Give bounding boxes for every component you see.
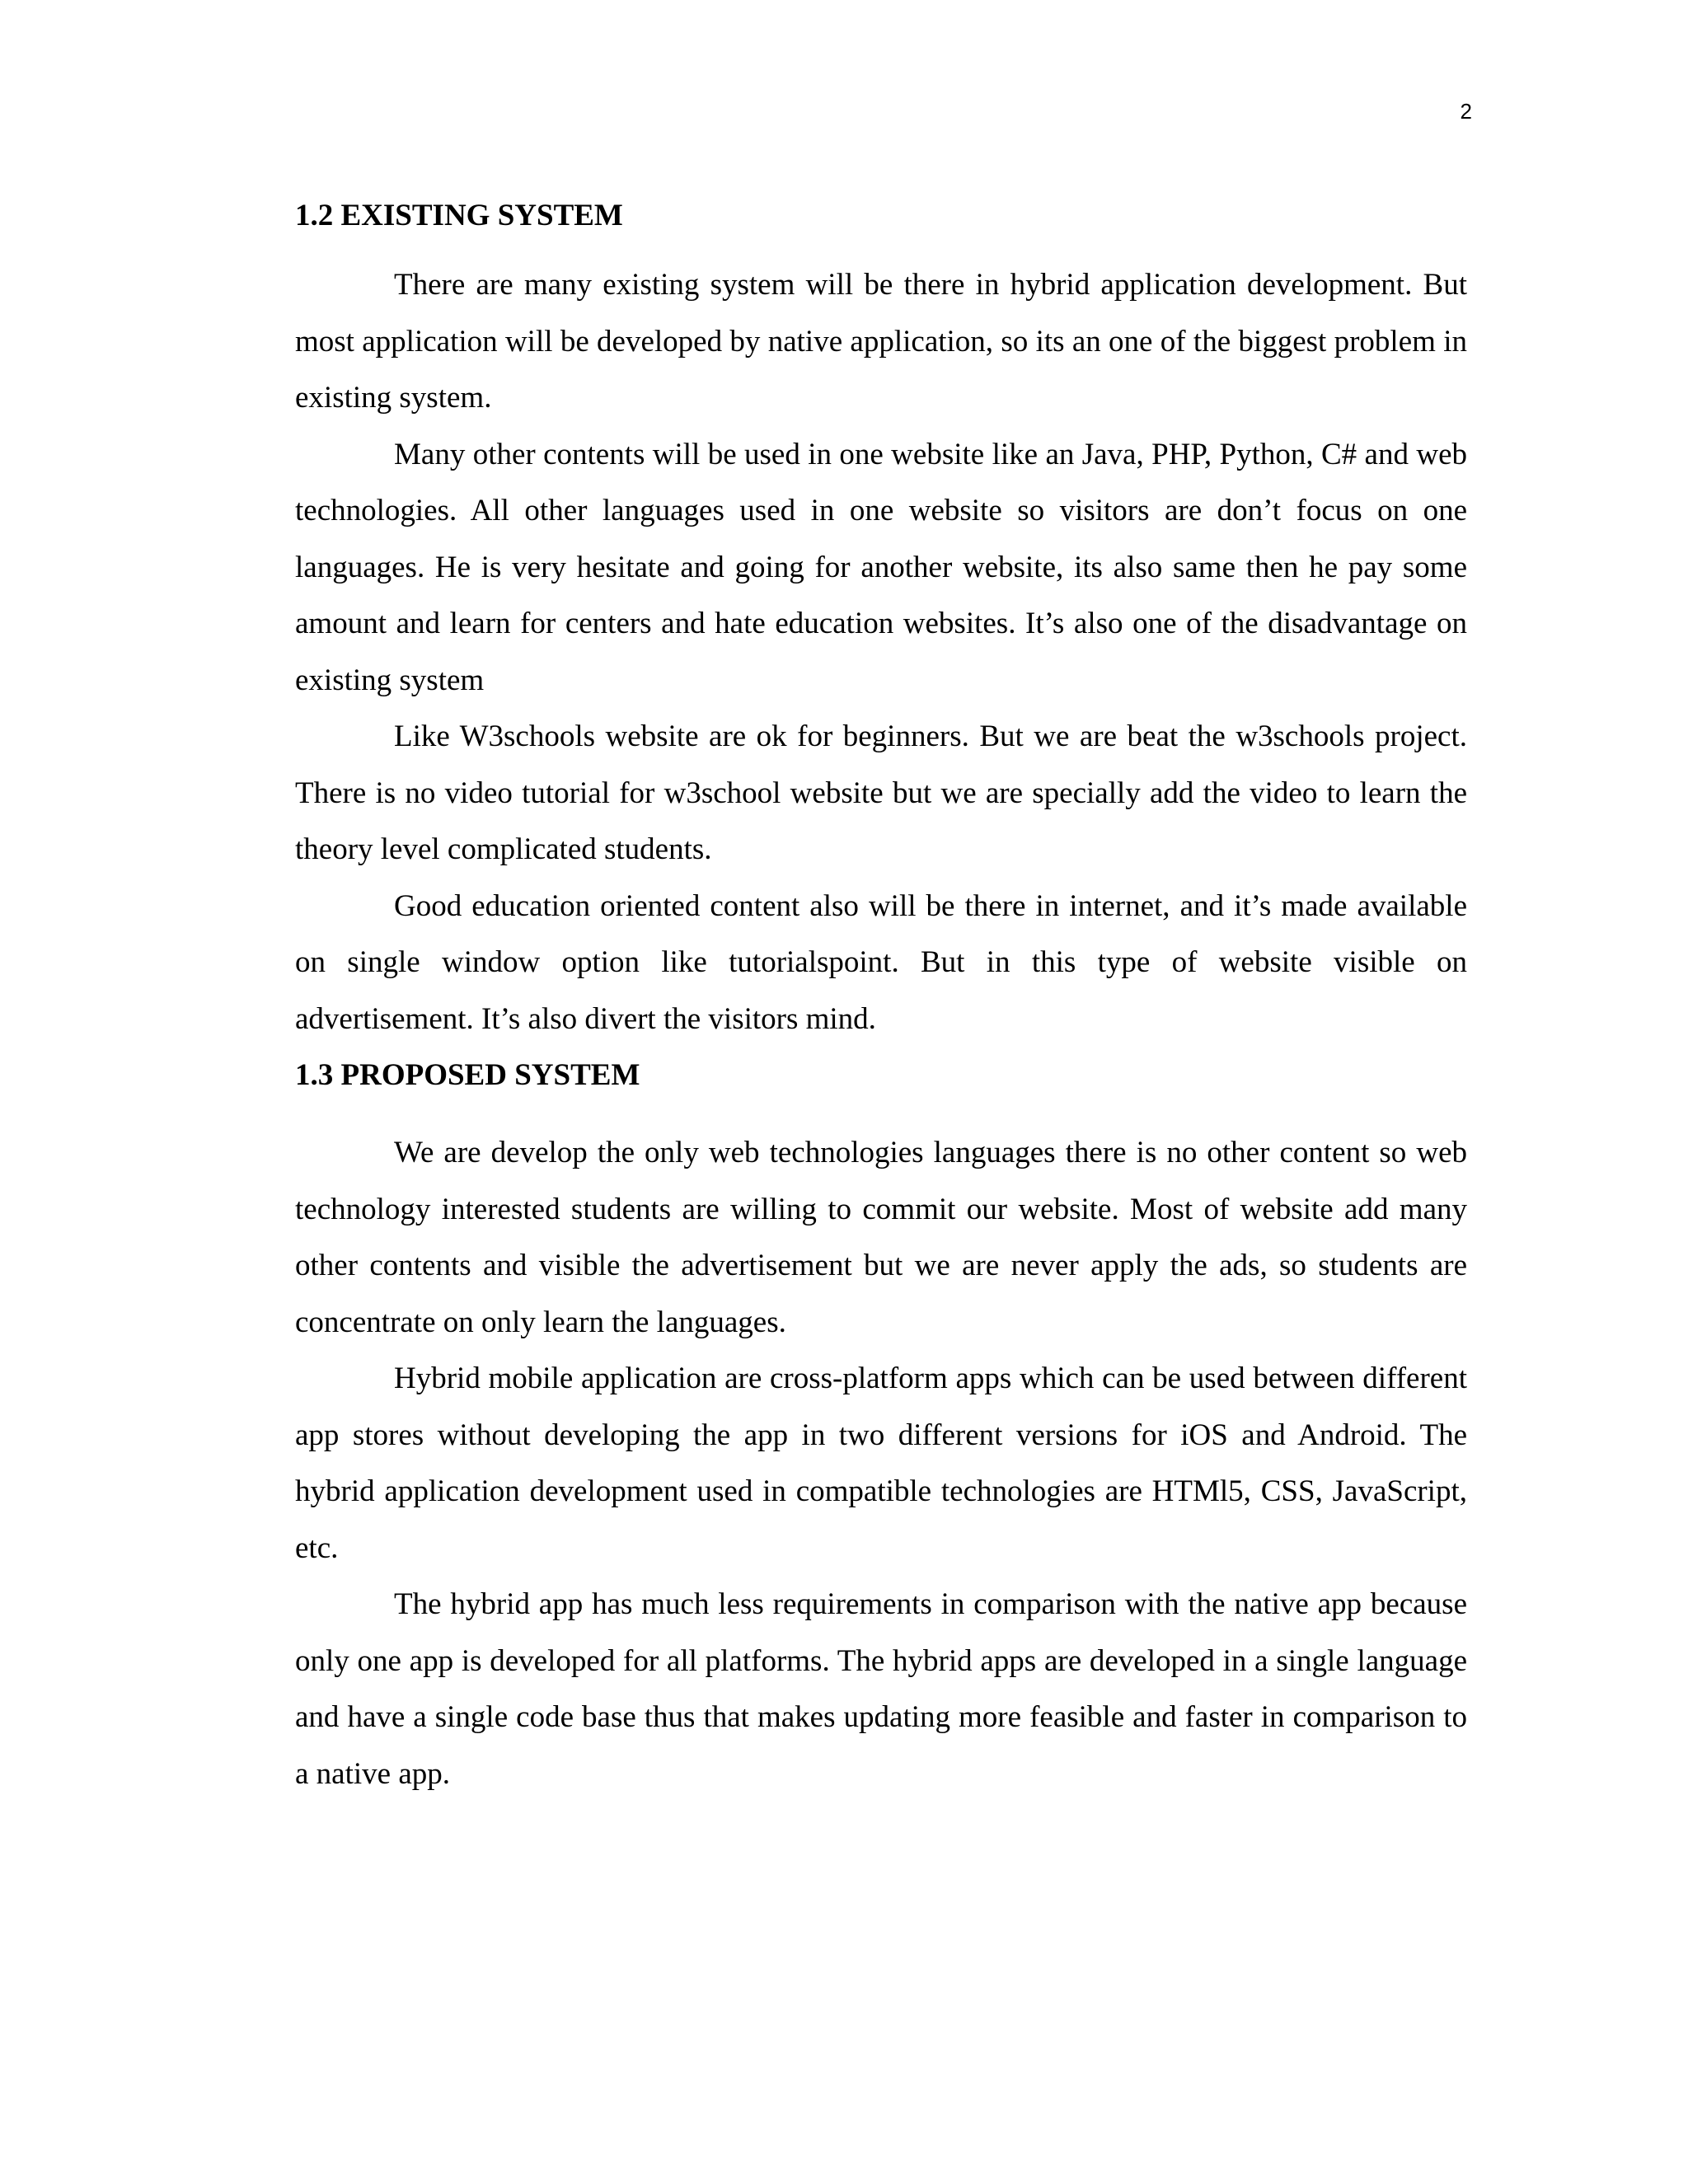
spacer: [295, 244, 1467, 257]
section-heading-existing-system: 1.2 EXISTING SYSTEM: [295, 199, 623, 232]
paragraph-proposed-2: Hybrid mobile application are cross-platform apps which can be used between different app stores without developing the app in two different versions for iOS and Android. The hybrid application development used in compatible technologies are HTMl5, CSS, JavaScript, etc.: [295, 1361, 1467, 1565]
paragraph-proposed-1: We are develop the only web technologies languages there is no other content so web technology interested students are willing to commit our website. Most of website add many other contents and visible the advertisement but we are never apply the ads, so students are concentrate on only learn the languages.: [295, 1136, 1467, 1339]
paragraph-proposed-3: The hybrid app has much less requirements in comparison with the native app because only one app is developed for all platforms. The hybrid apps are developed in a single language and have a single code base thus that makes updating more feasible and faster in comparison to a native app.: [295, 1587, 1467, 1791]
section-heading-proposed-system: 1.3 PROPOSED SYSTEM: [295, 1058, 640, 1092]
document-body: [295, 188, 1467, 1802]
paragraph-existing-4: Good education oriented content also will be there in internet, and it’s made available on single window option like tutorialspoint. But in this type of website visible on advertisement. It’s also divert the visitors mind.: [295, 888, 1467, 1036]
paragraph-existing-3: Like W3schools website are ok for beginners. But we are beat the w3schools project. There is no video tutorial for w3school website but we are specially add the video to learn the theory level complicated students.: [295, 719, 1467, 866]
page-number: 2: [1460, 99, 1472, 124]
paragraph-existing-1: There are many existing system will be there in hybrid application development. But most application will be developed by native application, so its an one of the biggest problem in existing system.: [295, 268, 1467, 415]
paragraph-existing-2: Many other contents will be used in one website like an Java, PHP, Python, C# and web technologies. All other languages used in one website so visitors are don’t focus on one languages. He is very hesitate and going for another website, its also same then he pay some amount and learn for centers and hate education websites. It’s also one of the disadvantage on existing system: [295, 437, 1467, 697]
spacer: [295, 1104, 1467, 1125]
